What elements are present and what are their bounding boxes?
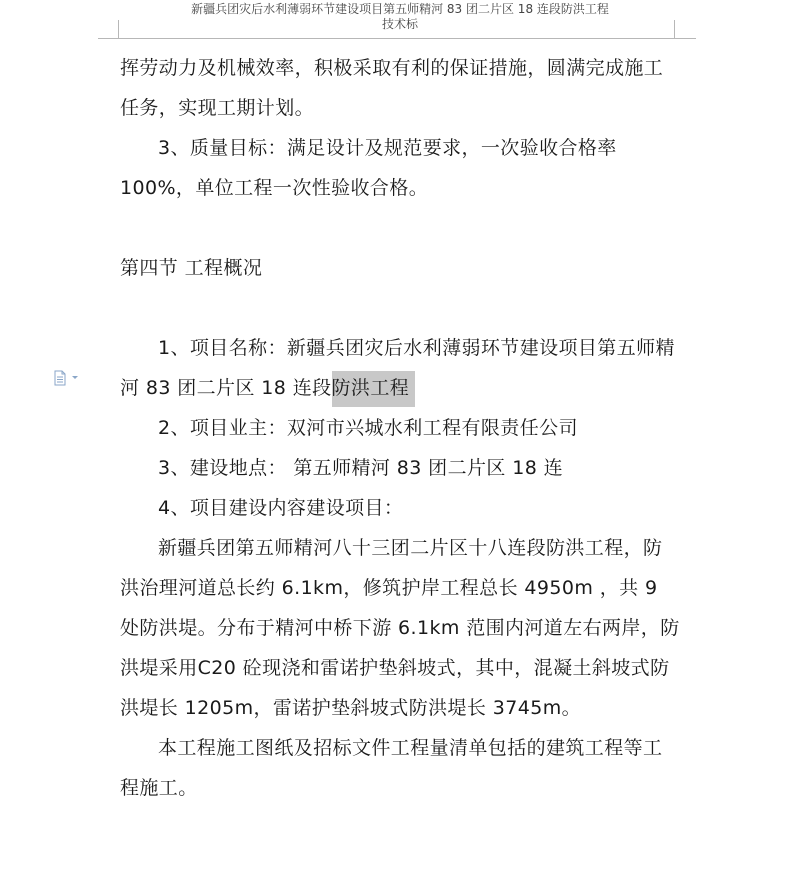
page-header [150,2,650,32]
section-heading: 第四节 工程概况 [120,257,263,279]
list-item-contents: 4、项目建设内容建设项目： [158,497,404,519]
header-corner-right [674,20,675,38]
paragraph-continuation: 挥劳动力及机械效率，积极采取有利的保证措施，圆满完成施工任务，实现工期计划。 [120,57,664,119]
header-corner-left [118,20,119,38]
list-item-owner: 2、项目业主：双河市兴城水利工程有限责任公司 [158,417,578,439]
list-item-location: 3、建设地点： 第五师精河 83 团二片区 18 连 [158,457,564,479]
paragraph-scope: 本工程施工图纸及招标文件工程量清单包括的建筑工程等工程施工。 [120,737,663,799]
header-divider [98,38,696,39]
document-icon[interactable] [53,370,83,386]
paragraph-quality-target: 3、质量目标：满足设计及规范要求，一次验收合格率 100%，单位工程一次性验收合格。 [120,137,617,199]
document-body [120,48,680,808]
header-subtitle: 技术标 [381,17,418,31]
paragraph-description: 新疆兵团第五师精河八十三团二片区十八连段防洪工程，防洪治理河道总长约 6.1km，修筑护岸工程总长 4950m ，共 9 处防洪堤。分布于精河中桥下游 6.1km 范围内河道左右两岸，防洪堤采用C20 砼现浇和雷诺护垫斜坡式，其中，混凝土斜坡式防洪堤长 1205m，雷诺护垫斜坡式防洪堤长 3745m。 [120,537,680,719]
list-item-project-name [120,328,680,408]
project-name-text: 1、项目名称：新疆兵团灾后水利薄弱环节建设项目第五师精河 83 团二片区 18 连段 [120,337,675,399]
header-title: 新疆兵团灾后水利薄弱环节建设项目第五师精河 83 团二片区 18 连段防洪工程 [191,2,609,16]
highlighted-text: 防洪工程 [332,371,416,407]
